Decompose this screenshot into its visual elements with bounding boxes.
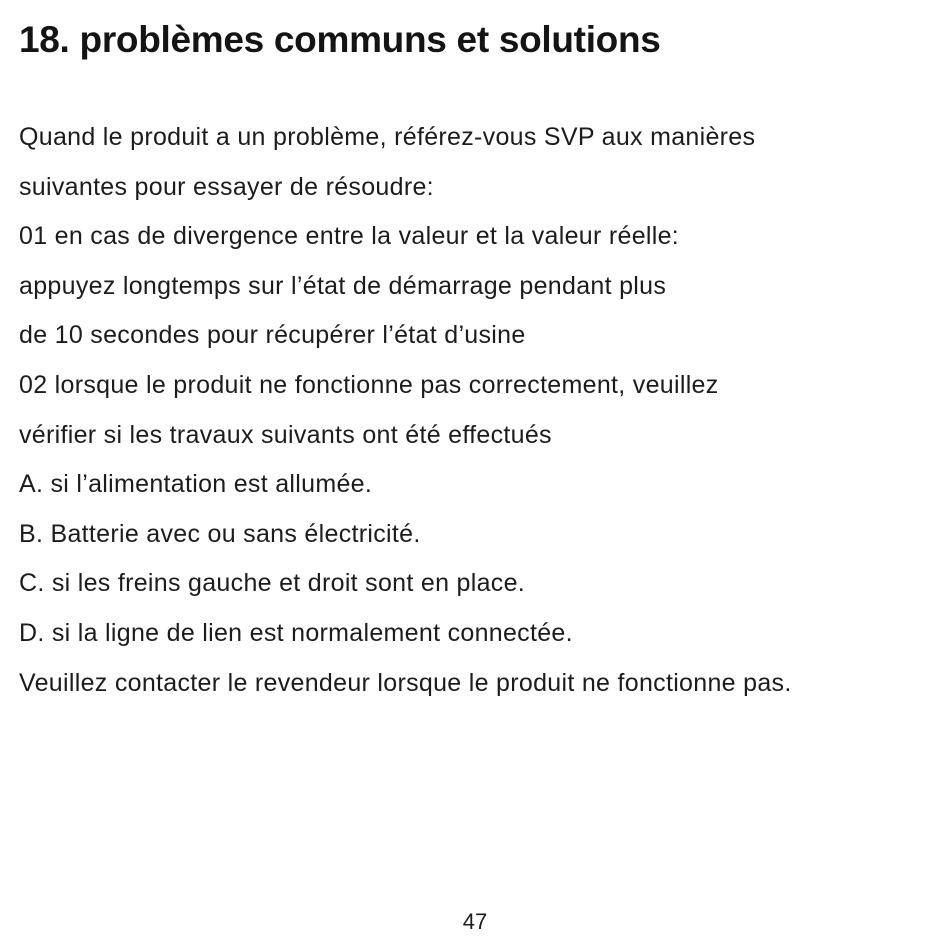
item-01-heading: 01 en cas de divergence entre la valeur et la valeur réelle: — [19, 222, 680, 251]
page-title: 18. problèmes communs et solutions — [19, 19, 661, 60]
item-01-text-1: appuyez longtemps sur l’état de démarrage pendant plus — [19, 271, 667, 300]
item-01-text-2: de 10 secondes pour récupérer l’état d’usine — [19, 321, 526, 350]
check-a: A. si l’alimentation est allumée. — [19, 470, 373, 499]
check-d: D. si la ligne de lien est normalement connectée. — [19, 618, 573, 647]
item-02-text: vérifier si les travaux suivants ont été effectués — [19, 420, 552, 449]
intro-line-2: suivantes pour essayer de résoudre: — [19, 172, 434, 201]
intro-line-1: Quand le produit a un problème, référez-vous SVP aux manières — [19, 123, 756, 151]
check-c: C. si les freins gauche et droit sont en place. — [19, 569, 526, 598]
check-b: B. Batterie avec ou sans électricité. — [19, 519, 421, 548]
page-number: 47 — [462, 909, 488, 934]
body-text — [19, 113, 944, 708]
item-02-heading: 02 lorsque le produit ne fonctionne pas correctement, veuillez — [19, 370, 719, 399]
contact-line: Veuillez contacter le revendeur lorsque le produit ne fonctionne pas. — [19, 668, 792, 697]
